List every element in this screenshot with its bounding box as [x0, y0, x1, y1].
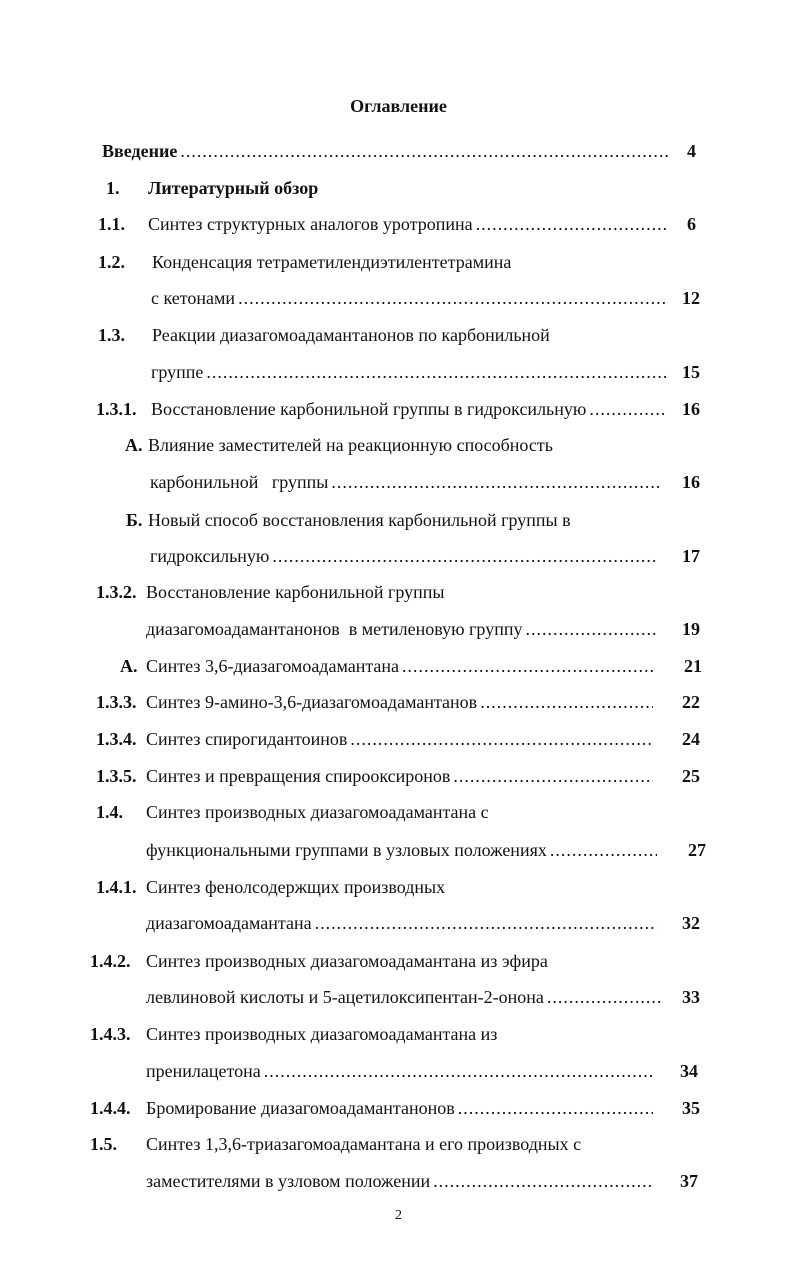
toc-entry-line: [146, 656, 658, 677]
toc-entry-letter: А.: [125, 435, 143, 455]
toc-entry-line: [151, 362, 669, 383]
toc-leader: [350, 729, 653, 750]
toc-leader: [315, 913, 657, 934]
toc-entry-number: 1.3.: [98, 325, 125, 345]
toc-entry-number: 1.4.4.: [90, 1098, 131, 1118]
toc-entry-page: 24: [682, 729, 700, 749]
toc-entry-page: 37: [680, 1171, 698, 1191]
toc-leader: [433, 1171, 651, 1192]
toc-entry-page: 22: [682, 692, 700, 712]
toc-entry-page: 25: [682, 766, 700, 786]
toc-entry-number: 1.3.4.: [96, 729, 137, 749]
toc-entry-line: [150, 472, 662, 493]
toc-entry-text: Новый способ восстановления карбонильной группы в: [148, 510, 571, 530]
toc-entry-page: 32: [682, 913, 700, 933]
toc-entry-number: 1.3.3.: [96, 692, 137, 712]
toc-entry-page: 35: [682, 1098, 700, 1118]
toc-entry-page: 21: [684, 656, 702, 676]
toc-leader: [272, 546, 657, 567]
toc-leader: [180, 141, 671, 162]
toc-entry-page: 34: [680, 1061, 698, 1081]
toc-entry-text-cont: группе: [151, 362, 204, 382]
toc-entry-line: [146, 1061, 656, 1082]
toc-entry-page: 16: [682, 399, 700, 419]
toc-leader: [480, 692, 653, 713]
toc-entry-text: Восстановление карбонильной группы в гидроксильную: [151, 399, 587, 419]
toc-entry-text-cont: гидроксильную: [150, 546, 270, 566]
toc-entry-line: [151, 288, 671, 309]
toc-entry-line: [146, 766, 656, 787]
toc-entry-text: Синтез спирогидантоинов: [146, 729, 348, 749]
toc-entry-number: 1.5.: [90, 1134, 117, 1154]
toc-entry-text: Бромирование диазагомоадамантанонов: [146, 1098, 455, 1118]
toc-entry-page: 16: [682, 472, 700, 492]
toc-entry-number: 1.4.2.: [90, 951, 131, 971]
toc-entry-number: 1.4.1.: [96, 877, 137, 897]
toc-entry-text: Влияние заместителей на реакционную способность: [148, 435, 553, 455]
toc-entry-line: [146, 1098, 656, 1119]
toc-entry-text-cont: диазагомоадамантана: [146, 913, 312, 933]
toc-entry-text: Реакции диазагомоадамантанонов по карбонильной: [152, 325, 550, 345]
toc-entry-number: 1.: [106, 178, 120, 198]
toc-entry-text: Конденсация тетраметилендиэтилентетрамина: [152, 252, 512, 272]
toc-entry-text: Литературный обзор: [148, 178, 319, 198]
toc-leader: [264, 1061, 653, 1082]
toc-entry-text: Синтез производных диазагомоадамантана из: [146, 1024, 498, 1044]
toc-entry-text: Синтез 1,3,6-триазагомоадамантана и его производных с: [146, 1134, 582, 1154]
toc-title: Оглавление: [350, 96, 447, 116]
toc-entry-text-cont: пренилацетона: [146, 1061, 261, 1081]
toc-leader: [458, 1098, 653, 1119]
toc-entry-text: Синтез производных диазагомоадамантана с: [146, 802, 489, 822]
toc-entry-intro: [102, 141, 674, 162]
toc-entry-page: 27: [688, 840, 706, 860]
toc-entry-line: [146, 913, 660, 934]
toc-entry-line: [146, 729, 656, 750]
toc-entry-page: 15: [682, 362, 700, 382]
toc-entry-line: [146, 619, 660, 640]
toc-entry-text: Введение: [102, 141, 178, 161]
toc-entry-text-cont: функциональными группами в узловых положениях: [146, 840, 547, 860]
toc-leader: [589, 399, 667, 420]
toc-entry-text: Синтез 3,6-диазагомоадамантана: [146, 656, 400, 676]
toc-entry-number: 1.4.3.: [90, 1024, 131, 1044]
toc-entry-page: 33: [682, 987, 700, 1007]
toc-entry-line: [151, 399, 670, 420]
toc-entry-text-cont: с кетонами: [151, 288, 236, 308]
toc-entry-text-cont: левлиновой кислоты и 5-ацетилоксипентан-2-онона: [146, 987, 544, 1007]
toc-entry-line: [146, 692, 656, 713]
toc-leader: [525, 619, 657, 640]
toc-entry-page: 12: [682, 288, 700, 308]
toc-entry-line: [146, 1171, 654, 1192]
toc-entry-text: Синтез фенолсодержщих производных: [146, 877, 446, 897]
toc-leader: [547, 987, 661, 1008]
toc-entry-text-cont: заместителями в узловом положении: [146, 1171, 431, 1191]
page-number: 2: [395, 1208, 402, 1223]
toc-leader: [238, 288, 668, 309]
toc-entry-text: Восстановление карбонильной группы: [146, 582, 445, 602]
toc-entry-text-cont: диазагомоадамантанонов в метиленовую группу: [146, 619, 523, 639]
toc-entry-text: Синтез производных диазагомоадамантана из эфира: [146, 951, 548, 971]
toc-leader: [206, 362, 666, 383]
toc-entry-page: 6: [687, 214, 696, 234]
toc-entry-number: 1.3.5.: [96, 766, 137, 786]
toc-entry-text: Синтез и превращения спирооксиронов: [146, 766, 451, 786]
toc-leader: [453, 766, 653, 787]
toc-entry-line: [146, 840, 660, 861]
toc-entry-line: [146, 987, 664, 1008]
toc-entry-page: 17: [682, 546, 700, 566]
toc-entry-letter: Б.: [126, 510, 143, 530]
toc-leader: [550, 840, 657, 861]
toc-entry-line: [148, 214, 670, 235]
toc-entry-line: [150, 546, 660, 567]
toc-entry-text-cont: карбонильной группы: [150, 472, 329, 492]
toc-entry-number: 1.3.2.: [96, 582, 137, 602]
toc-leader: [331, 472, 659, 493]
toc-entry-text: Синтез 9-амино-3,6-диазагомоадамантанов: [146, 692, 478, 712]
toc-entry-page: 19: [682, 619, 700, 639]
toc-entry-number: 1.4.: [96, 802, 123, 822]
toc-entry-number: 1.2.: [98, 252, 125, 272]
toc-entry-number: 1.1.: [98, 214, 125, 234]
toc-entry-page: 4: [687, 141, 696, 161]
toc-entry-number: 1.3.1.: [96, 399, 137, 419]
toc-leader: [476, 214, 667, 235]
toc-entry-letter: А.: [120, 656, 138, 676]
toc-leader: [402, 656, 655, 677]
toc-entry-text: Синтез структурных аналогов уротропина: [148, 214, 473, 234]
